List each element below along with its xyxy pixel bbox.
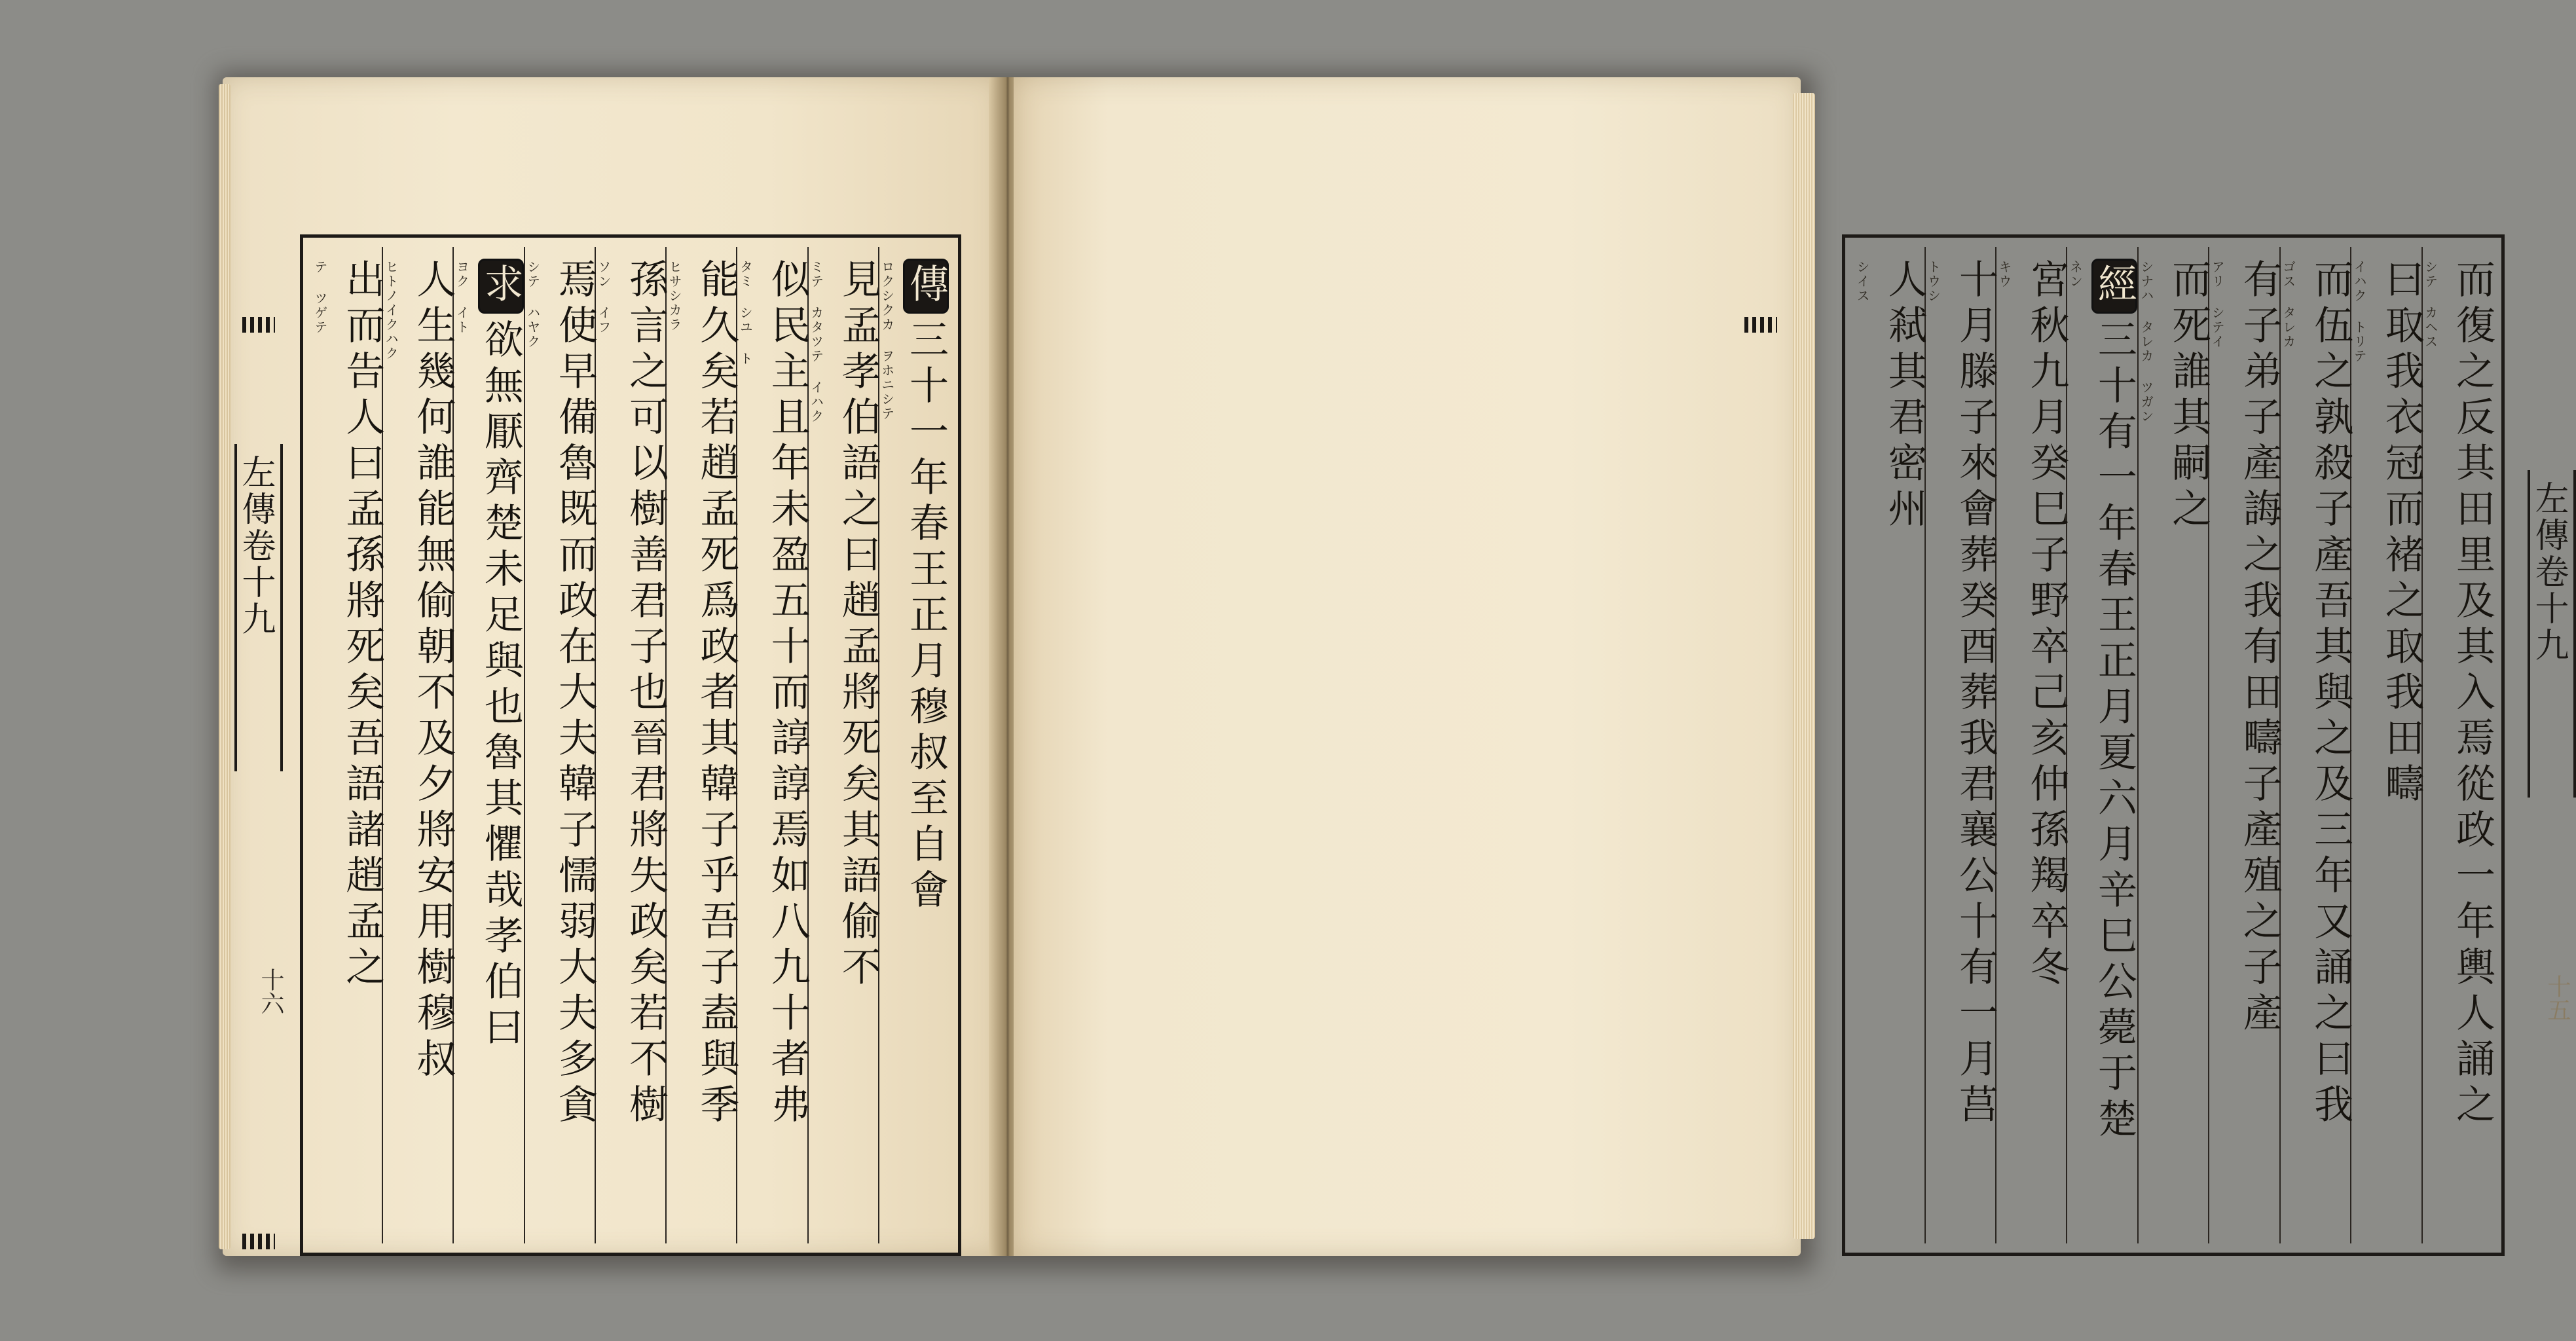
katakana-gloss: ロクシクカ ヲホニシテ <box>879 260 895 421</box>
text-column <box>1995 247 2070 1243</box>
katakana-gloss: タミ シユ ト <box>737 260 754 366</box>
text-column <box>807 247 881 1243</box>
text-column <box>382 247 456 1243</box>
column-text: 曰取我衣冠而褚之取我田疇 <box>2378 259 2425 809</box>
text-column <box>524 247 598 1243</box>
column-text: 欲無厭齊楚未足與也魯其懼哉孝伯曰 <box>477 319 524 1052</box>
column-text: 見孟孝伯語之曰趙孟將死矣其語偷不 <box>835 259 881 992</box>
left-fishtail-bottom <box>234 1230 283 1256</box>
katakana-gloss: テ ツゲテ <box>312 260 329 335</box>
text-column <box>452 247 523 1243</box>
text-column <box>2421 247 2495 1243</box>
text-column <box>2066 247 2137 1243</box>
column-text: 有子弟子產誨之我有田疇子產殖之子產 <box>2236 259 2283 1038</box>
column-text: 孫言之可以樹善君子也晉君將失政矣若不樹 <box>623 259 669 1130</box>
text-column <box>665 247 740 1243</box>
column-text: 人生幾何誰能無偷朝不及夕將安用樹穆叔 <box>410 259 456 1084</box>
text-column <box>1924 247 1998 1243</box>
column-text: 宮秋九月癸巳子野卒己亥仲孫羯卒冬 <box>2023 259 2070 992</box>
column-text: 三十一年春王正月穆叔至自會 <box>903 319 949 915</box>
text-column <box>2279 247 2354 1243</box>
column-text: 而伍之孰殺子產吾其與之及三年又誦之曰我 <box>2308 259 2354 1130</box>
katakana-gloss: ヒトノイクハク <box>383 260 399 361</box>
column-text: 出而告人曰孟孫將死矣吾語諸趙孟之 <box>339 259 386 992</box>
katakana-gloss: ヨク イト <box>454 260 470 335</box>
katakana-gloss: ヒサシカラ <box>667 260 683 332</box>
katakana-gloss: シテ カヘス <box>2422 260 2438 349</box>
left-page-edge <box>219 84 230 1249</box>
text-column <box>2350 247 2425 1243</box>
left-columns <box>312 247 949 1243</box>
section-label: 經 <box>2091 259 2137 314</box>
right-spine-title: 左傳卷十九 <box>2528 470 2576 798</box>
text-column <box>1854 247 1928 1243</box>
text-column <box>312 247 386 1243</box>
text-column <box>736 247 811 1243</box>
katakana-gloss: ゴス タレカ <box>2280 260 2296 349</box>
column-text: 人弒其君密州 <box>1881 259 1928 534</box>
katakana-gloss: シイス <box>1854 260 1871 303</box>
katakana-gloss: トウシ <box>1925 260 1941 303</box>
section-label: 傳 <box>903 259 949 314</box>
right-folio: 十五 <box>2544 974 2571 1021</box>
katakana-gloss: キウ <box>1996 260 2012 289</box>
katakana-gloss: ソン イフ <box>595 260 612 335</box>
katakana-gloss: イハク トリテ <box>2351 260 2368 363</box>
katakana-gloss: ミテ カタツテ イハク <box>808 260 824 424</box>
text-column <box>878 247 949 1243</box>
right-text-block <box>1842 234 2505 1256</box>
text-column <box>2137 247 2212 1243</box>
text-column <box>2208 247 2283 1243</box>
left-text-block <box>300 234 961 1256</box>
right-fishtail-top <box>1737 313 1785 339</box>
katakana-gloss: シテ ハヤク <box>524 260 541 349</box>
column-text: 而復之反其田里及其入焉從政一年輿人誦之 <box>2450 259 2495 1130</box>
column-text: 三十有一年春王正月夏六月辛巳公薨于楚 <box>2091 319 2137 1144</box>
right-page <box>1014 77 2571 1256</box>
column-text: 似民主且年未盈五十而諄諄焉如八九十者弗 <box>764 259 811 1130</box>
right-page-edge <box>1793 93 1815 1239</box>
katakana-gloss: シナハ タレカ ツガン <box>2138 260 2154 424</box>
left-fishtail-top <box>234 313 283 339</box>
right-columns <box>1854 247 2495 1243</box>
left-page <box>223 77 1001 1256</box>
section-label: 求 <box>478 259 524 314</box>
column-text: 十月滕子來會葬癸酉葬我君襄公十有一月莒 <box>1952 259 1998 1130</box>
text-column <box>595 247 669 1243</box>
column-text: 焉使早備魯既而政在大夫韓子懦弱大夫多貪 <box>551 259 598 1130</box>
column-text: 能久矣若趙孟死爲政者其韓子乎吾子盍與季 <box>693 259 740 1130</box>
left-spine-title: 左傳卷十九 <box>234 444 283 771</box>
column-text: 而死誰其嗣之 <box>2165 259 2212 534</box>
left-folio: 十六 <box>257 968 284 1015</box>
open-book <box>223 77 2571 1256</box>
katakana-gloss: ネン <box>2067 260 2084 289</box>
katakana-gloss: アリ シテイ <box>2209 260 2226 349</box>
